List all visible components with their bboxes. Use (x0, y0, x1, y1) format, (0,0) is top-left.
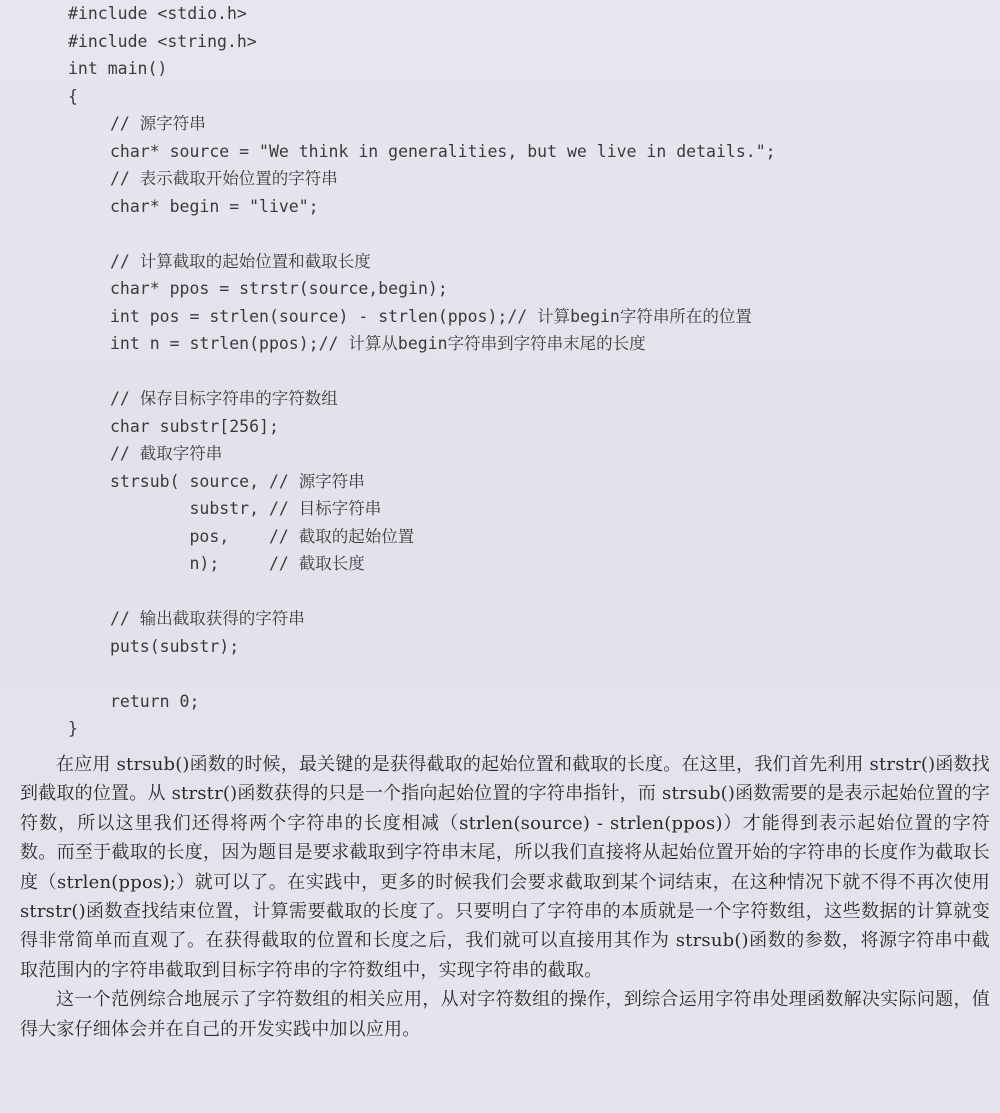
code-line: // 源字符串 (110, 114, 206, 133)
code-line: } (68, 719, 78, 738)
code-line: int pos = strlen(source) - strlen(ppos);// 计算begin字符串所在的位置 (110, 306, 752, 326)
code-line: char substr[256]; (110, 416, 279, 436)
paragraph-1: 在应用 strsub()函数的时候，最关键的是获得截取的起始位置和截取的长度。在这里，我们首先利用 strstr()函数找到截取的位置。从 strstr()函数获得的只是一个指向起始位置的字符串指针，而 strsub()函数需要的是表示起始位置的字符数，所以这里我们还得将两个字符串的长度相减（strlen(source) - strlen(ppos)）才能得到表示起始位置的字符数。而至于截取的长度，因为题目是要求截取到字符串末尾，所以我们直接将从起始位置开始的字符串的长度作为截取长度（strlen(ppos);）就可以了。在实践中，更多的时候我们会要求截取到某个词结束，在这种情况下就不得不再次使用 strstr()函数查找结束位置，计算需要截取的长度了。只要明白了字符串的本质就是一个字符数组，这些数据的计算就变得非常简单而直观了。在获得截取的位置和长度之后，我们就可以直接用其作为 strsub()函数的参数，将源字符串中截取范围内的字符串截取到目标字符串的字符数组中，实现字符串的截取。 (20, 754, 990, 981)
code-line: // 保存目标字符串的字符数组 (110, 389, 338, 408)
code-line: puts(substr); (110, 636, 240, 656)
explanation-text (20, 750, 990, 1044)
code-line: // 表示截取开始位置的字符串 (110, 169, 338, 188)
code-line: // 计算截取的起始位置和截取长度 (110, 251, 371, 271)
code-line: return 0; (110, 691, 200, 711)
code-line: // 截取字符串 (110, 444, 223, 463)
code-line: int n = strlen(ppos);// 计算从begin字符串到字符串末尾的长度 (110, 334, 646, 353)
code-line: #include <string.h> (68, 31, 257, 51)
code-line: int main() (68, 59, 168, 78)
code-line: char* ppos = strstr(source,begin); (110, 279, 448, 298)
code-line: pos, // 截取的起始位置 (110, 526, 415, 546)
code-line: n); // 截取长度 (110, 554, 365, 573)
code-line: char* source = "We think in generalities, but we live in details."; (110, 141, 776, 161)
code-line: #include <stdio.h> (68, 4, 247, 23)
paragraph-2: 这一个范例综合地展示了字符数组的相关应用，从对字符数组的操作，到综合运用字符串处理函数解决实际问题，值得大家仔细体会并在自己的开发实践中加以应用。 (20, 989, 990, 1040)
code-line: { (68, 86, 78, 106)
code-line: // 输出截取获得的字符串 (110, 609, 305, 628)
code-line: substr, // 目标字符串 (110, 499, 382, 518)
code-line: strsub( source, // 源字符串 (110, 471, 365, 491)
code-line: char* begin = "live"; (110, 196, 319, 216)
